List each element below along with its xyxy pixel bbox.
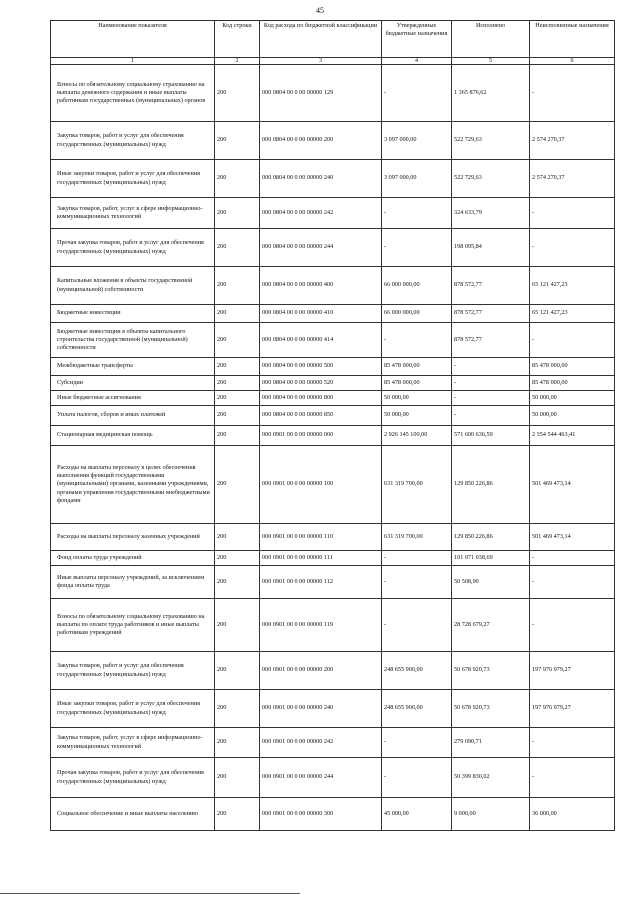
row-line-code: 200	[215, 798, 260, 831]
row-expense-code: 000 0804 00 0 00 00000 800	[260, 391, 382, 406]
row-name: Прочая закупка товаров, работ и услуг для обеспечения государственных (муниципальных) нужд	[51, 229, 215, 267]
row-executed: -	[452, 406, 530, 426]
row-line-code: 200	[215, 446, 260, 524]
row-unexecuted: 65 121 427,23	[530, 305, 615, 323]
row-expense-code: 000 0804 00 0 00 00000 242	[260, 198, 382, 229]
row-approved: 66 000 000,00	[382, 305, 452, 323]
row-expense-code: 000 0901 00 0 00 00000 119	[260, 599, 382, 652]
row-approved: -	[382, 198, 452, 229]
column-number-row	[51, 58, 615, 65]
table-row	[51, 391, 615, 406]
row-executed: 571 600 636,59	[452, 426, 530, 446]
table-row	[51, 376, 615, 391]
row-executed: 198 095,84	[452, 229, 530, 267]
column-number: 6	[530, 58, 615, 65]
row-line-code: 200	[215, 122, 260, 160]
row-expense-code: 000 0901 00 0 00 00000 242	[260, 728, 382, 758]
column-number: 3	[260, 58, 382, 65]
table-row	[51, 599, 615, 652]
row-unexecuted: -	[530, 323, 615, 358]
row-unexecuted: 36 000,00	[530, 798, 615, 831]
table-row	[51, 652, 615, 690]
table-row	[51, 524, 615, 551]
row-unexecuted: 50 000,00	[530, 406, 615, 426]
row-line-code: 200	[215, 229, 260, 267]
row-expense-code: 000 0901 00 0 00 00000 200	[260, 652, 382, 690]
row-line-code: 200	[215, 198, 260, 229]
table-row	[51, 551, 615, 566]
row-line-code: 200	[215, 160, 260, 198]
row-approved: -	[382, 65, 452, 122]
row-line-code: 200	[215, 728, 260, 758]
row-expense-code: 000 0901 00 0 00 00000 000	[260, 426, 382, 446]
row-name: Субсидии	[51, 376, 215, 391]
table-row	[51, 798, 615, 831]
row-unexecuted: 50 000,00	[530, 391, 615, 406]
row-unexecuted: 197 976 979,27	[530, 690, 615, 728]
row-unexecuted: 501 469 473,14	[530, 446, 615, 524]
row-approved: -	[382, 599, 452, 652]
row-name: Межбюджетные трансферты	[51, 358, 215, 376]
row-line-code: 200	[215, 267, 260, 305]
header-approved: Утвержденные бюджетные назначения	[382, 21, 452, 58]
row-unexecuted: 2 354 544 463,41	[530, 426, 615, 446]
row-line-code: 200	[215, 599, 260, 652]
row-name: Иные закупки товаров, работ и услуг для обеспечения государственных (муниципальных) нужд	[51, 160, 215, 198]
header-executed: Исполнено	[452, 21, 530, 58]
row-approved: -	[382, 551, 452, 566]
row-name: Закупка товаров, работ и услуг для обеспечения государственных (муниципальных) нужд	[51, 122, 215, 160]
row-line-code: 200	[215, 524, 260, 551]
table-row	[51, 566, 615, 599]
row-name: Бюджетные инвестиции	[51, 305, 215, 323]
row-expense-code: 000 0901 00 0 00 00000 300	[260, 798, 382, 831]
row-approved: 248 655 900,00	[382, 690, 452, 728]
row-name: Иные бюджетные ассигнования	[51, 391, 215, 406]
row-name: Закупка товаров, работ, услуг в сфере информационно-коммуникационных технологий	[51, 728, 215, 758]
table-row	[51, 426, 615, 446]
row-executed: 279 090,71	[452, 728, 530, 758]
row-name: Фонд оплаты труда учреждений	[51, 551, 215, 566]
row-approved: -	[382, 728, 452, 758]
row-unexecuted: 85 478 000,00	[530, 376, 615, 391]
row-line-code: 200	[215, 358, 260, 376]
row-executed: 28 728 679,27	[452, 599, 530, 652]
row-expense-code: 000 0901 00 0 00 00000 244	[260, 758, 382, 798]
row-name: Расходы на выплаты персоналу в целях обеспечения выполнения функций государственными (муниципальными) органами, казенными учреждениями, органами управления государственными внебюджетными фондами	[51, 446, 215, 524]
table-row	[51, 122, 615, 160]
row-approved: 85 478 000,00	[382, 376, 452, 391]
row-executed: 522 729,63	[452, 160, 530, 198]
row-approved: 3 097 000,00	[382, 122, 452, 160]
row-expense-code: 000 0804 00 0 00 00000 850	[260, 406, 382, 426]
table-row	[51, 305, 615, 323]
row-name: Расходы на выплаты персоналу казенных учреждений	[51, 524, 215, 551]
row-line-code: 200	[215, 690, 260, 728]
table-row	[51, 690, 615, 728]
row-unexecuted: -	[530, 229, 615, 267]
row-approved: 45 000,00	[382, 798, 452, 831]
row-executed: 878 572,77	[452, 323, 530, 358]
row-unexecuted: -	[530, 758, 615, 798]
row-expense-code: 000 0804 00 0 00 00000 129	[260, 65, 382, 122]
row-name: Уплата налогов, сборов и иных платежей	[51, 406, 215, 426]
row-expense-code: 000 0804 00 0 00 00000 520	[260, 376, 382, 391]
row-approved: 631 319 700,00	[382, 446, 452, 524]
row-approved: 2 926 145 100,00	[382, 426, 452, 446]
row-expense-code: 000 0804 00 0 00 00000 500	[260, 358, 382, 376]
row-executed: 522 729,63	[452, 122, 530, 160]
row-executed: 50 678 920,73	[452, 652, 530, 690]
row-executed: 50 678 920,73	[452, 690, 530, 728]
row-unexecuted: 2 574 270,37	[530, 122, 615, 160]
column-number: 5	[452, 58, 530, 65]
table-row	[51, 323, 615, 358]
row-executed: 1 365 876,62	[452, 65, 530, 122]
header-line-code: Код строки	[215, 21, 260, 58]
row-executed: 129 850 226,86	[452, 524, 530, 551]
header-row	[51, 21, 615, 58]
row-approved: -	[382, 323, 452, 358]
row-name: Закупка товаров, работ и услуг для обеспечения государственных (муниципальных) нужд	[51, 652, 215, 690]
row-executed: 878 572,77	[452, 267, 530, 305]
row-unexecuted: 2 574 270,37	[530, 160, 615, 198]
row-line-code: 200	[215, 426, 260, 446]
row-name: Взносы по обязательному социальному страхованию на выплаты по оплате труда работников и иные выплаты работникам учреждений	[51, 599, 215, 652]
header-name: Наименование показателя	[51, 21, 215, 58]
row-expense-code: 000 0804 00 0 00 00000 410	[260, 305, 382, 323]
row-name: Прочая закупка товаров, работ и услуг для обеспечения государственных (муниципальных) нужд	[51, 758, 215, 798]
header-expense-code: Код расхода по бюджетной классификации	[260, 21, 382, 58]
row-unexecuted: -	[530, 728, 615, 758]
row-executed: 324 633,79	[452, 198, 530, 229]
row-executed: -	[452, 358, 530, 376]
row-approved: 3 097 000,00	[382, 160, 452, 198]
row-approved: -	[382, 566, 452, 599]
row-expense-code: 000 0804 00 0 00 00000 400	[260, 267, 382, 305]
row-unexecuted: -	[530, 551, 615, 566]
row-line-code: 200	[215, 758, 260, 798]
table-row	[51, 758, 615, 798]
row-name: Иные закупки товаров, работ и услуг для обеспечения государственных (муниципальных) нужд	[51, 690, 215, 728]
table-row	[51, 229, 615, 267]
table-row	[51, 267, 615, 305]
row-approved: 50 000,00	[382, 391, 452, 406]
row-executed: 101 071 038,69	[452, 551, 530, 566]
row-name: Стационарная медицинская помощь	[51, 426, 215, 446]
table-row	[51, 160, 615, 198]
row-executed: 50 508,90	[452, 566, 530, 599]
row-name: Иные выплаты персоналу учреждений, за исключением фонда оплаты труда	[51, 566, 215, 599]
row-approved: 66 000 000,00	[382, 267, 452, 305]
table-row	[51, 65, 615, 122]
row-unexecuted: 501 469 473,14	[530, 524, 615, 551]
table-row	[51, 446, 615, 524]
column-number: 4	[382, 58, 452, 65]
row-line-code: 200	[215, 652, 260, 690]
row-unexecuted: 197 976 979,27	[530, 652, 615, 690]
row-executed: -	[452, 391, 530, 406]
table-row	[51, 406, 615, 426]
row-executed: 50 399 830,02	[452, 758, 530, 798]
row-expense-code: 000 0804 00 0 00 00000 244	[260, 229, 382, 267]
budget-execution-table	[50, 20, 615, 831]
row-expense-code: 000 0901 00 0 00 00000 111	[260, 551, 382, 566]
row-line-code: 200	[215, 65, 260, 122]
row-expense-code: 000 0901 00 0 00 00000 112	[260, 566, 382, 599]
column-number: 1	[51, 58, 215, 65]
row-approved: 50 000,00	[382, 406, 452, 426]
column-number: 2	[215, 58, 260, 65]
row-expense-code: 000 0901 00 0 00 00000 110	[260, 524, 382, 551]
row-unexecuted: 85 478 000,00	[530, 358, 615, 376]
row-executed: 129 850 226,86	[452, 446, 530, 524]
row-executed: -	[452, 376, 530, 391]
row-line-code: 200	[215, 323, 260, 358]
row-approved: 631 319 700,00	[382, 524, 452, 551]
row-executed: 878 572,77	[452, 305, 530, 323]
row-expense-code: 000 0804 00 0 00 00000 240	[260, 160, 382, 198]
row-expense-code: 000 0901 00 0 00 00000 240	[260, 690, 382, 728]
row-expense-code: 000 0804 00 0 00 00000 200	[260, 122, 382, 160]
row-expense-code: 000 0901 00 0 00 00000 100	[260, 446, 382, 524]
row-line-code: 200	[215, 376, 260, 391]
row-approved: 85 478 000,00	[382, 358, 452, 376]
row-unexecuted: -	[530, 198, 615, 229]
row-unexecuted: -	[530, 566, 615, 599]
row-line-code: 200	[215, 305, 260, 323]
row-expense-code: 000 0804 00 0 00 00000 414	[260, 323, 382, 358]
row-line-code: 200	[215, 391, 260, 406]
row-name: Бюджетные инвестиции в объекты капитального строительства государственной (муниципальной) собственности	[51, 323, 215, 358]
footer-divider	[0, 893, 300, 894]
row-name: Закупка товаров, работ, услуг в сфере информационно-коммуникационных технологий	[51, 198, 215, 229]
row-approved: 248 655 900,00	[382, 652, 452, 690]
row-name: Социальное обеспечение и иные выплаты населению	[51, 798, 215, 831]
row-name: Капитальные вложения в объекты государственной (муниципальной) собственности	[51, 267, 215, 305]
row-approved: -	[382, 229, 452, 267]
row-line-code: 200	[215, 406, 260, 426]
row-executed: 9 000,00	[452, 798, 530, 831]
row-line-code: 200	[215, 566, 260, 599]
row-unexecuted: -	[530, 599, 615, 652]
row-unexecuted: 65 121 427,23	[530, 267, 615, 305]
page-number: 45	[316, 6, 324, 15]
row-name: Взносы по обязательному социальному страхованию на выплаты денежного содержания и иные выплаты работникам государственных (муниципальных) органов	[51, 65, 215, 122]
header-unexecuted: Неисполненные назначения	[530, 21, 615, 58]
row-approved: -	[382, 758, 452, 798]
table-row	[51, 728, 615, 758]
row-line-code: 200	[215, 551, 260, 566]
table-row	[51, 198, 615, 229]
row-unexecuted: -	[530, 65, 615, 122]
table-row	[51, 358, 615, 376]
